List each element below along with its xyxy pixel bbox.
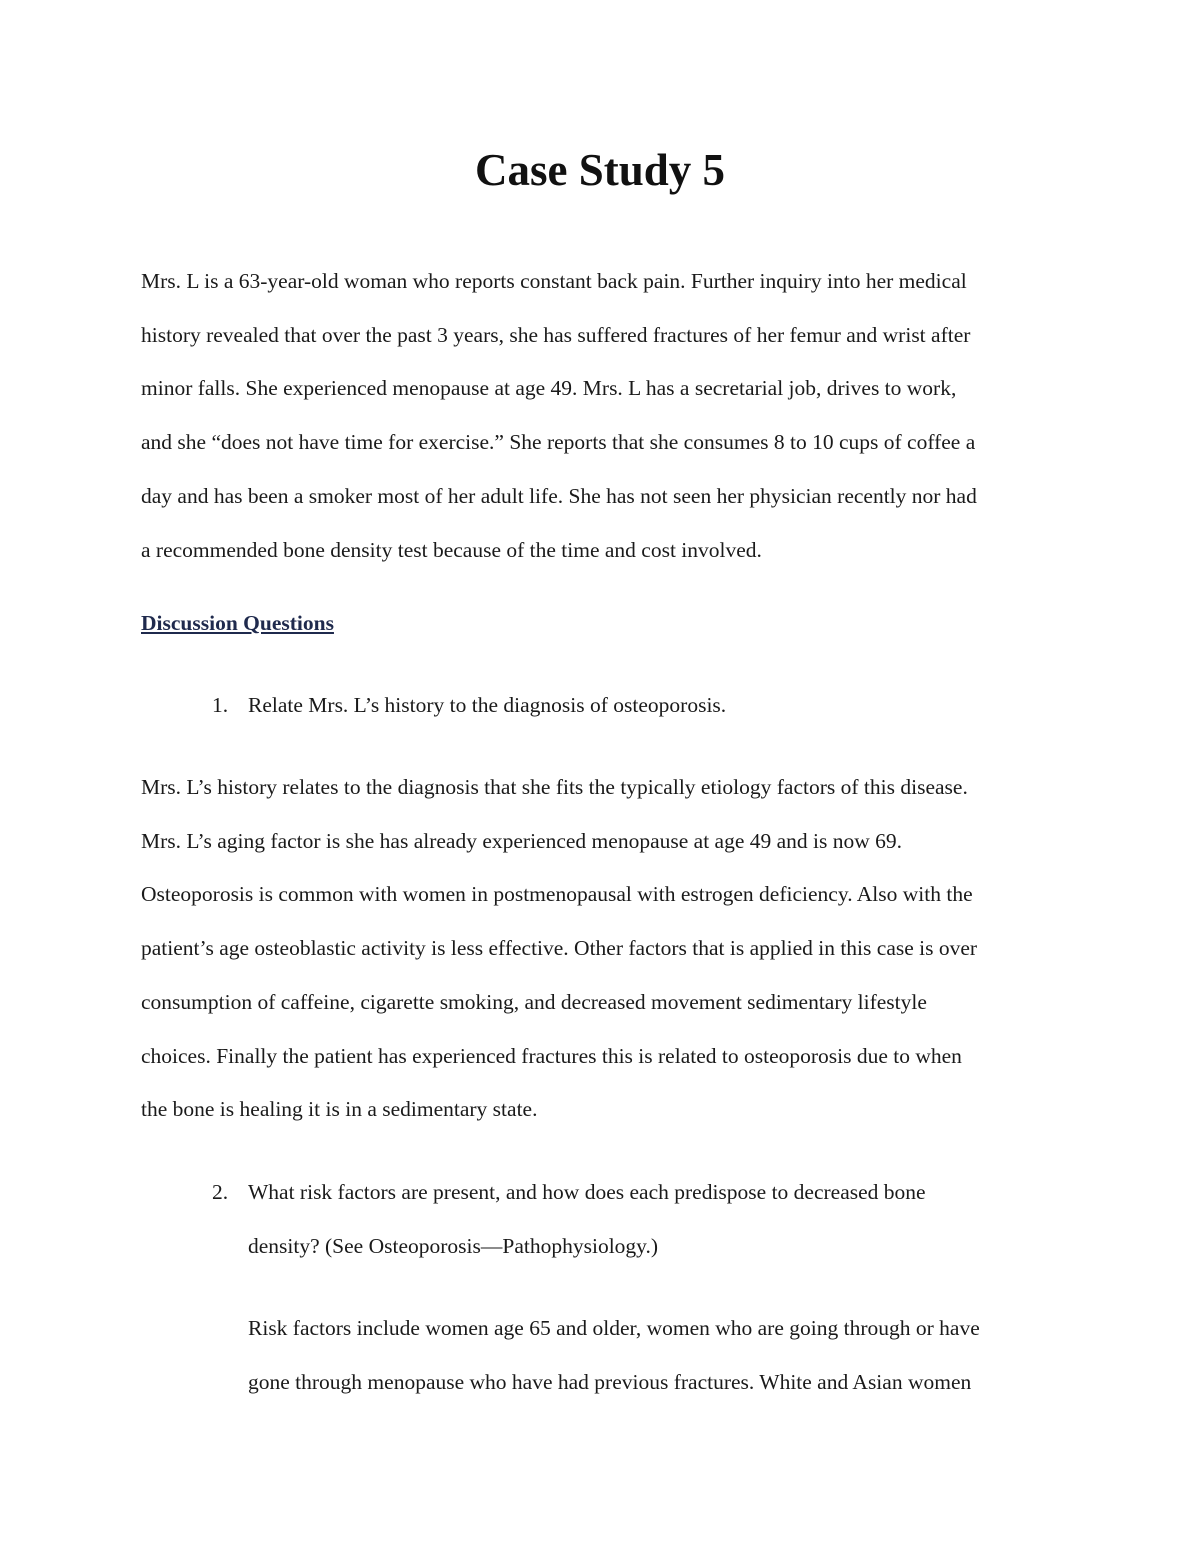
paragraph-line: history revealed that over the past 3 years, she has suffered fractures of her femur and wrist after	[141, 322, 971, 347]
paragraph-line: Risk factors include women age 65 and older, women who are going through or have	[248, 1316, 980, 1340]
paragraph-line: minor falls. She experienced menopause at age 49. Mrs. L has a secretarial job, drives to work,	[141, 376, 957, 401]
answer-paragraph	[141, 761, 1071, 1137]
paragraph-line: and she “does not have time for exercise.” She reports that she consumes 8 to 10 cups of coffee a	[141, 430, 976, 455]
paragraph-line: gone through menopause who have had previous fractures. White and Asian women	[248, 1369, 972, 1394]
paragraph-line: Mrs. L’s history relates to the diagnosis that she fits the typically etiology factors of this disease.	[141, 775, 968, 799]
paragraph-line: Mrs. L’s aging factor is she has already experienced menopause at age 49 and is now 69.	[141, 828, 903, 853]
answer-paragraph	[248, 1302, 1078, 1409]
question-line: What risk factors are present, and how does each predispose to decreased bone	[248, 1180, 926, 1204]
question-number: 1.	[212, 693, 229, 717]
question-item	[212, 679, 1072, 733]
paragraph-line: the bone is healing it is in a sedimentary state.	[141, 1097, 538, 1122]
paragraph-line: Osteoporosis is common with women in postmenopausal with estrogen deficiency. Also with the	[141, 882, 973, 907]
section-heading: Discussion Questions	[141, 611, 334, 635]
question-number: 2.	[212, 1180, 229, 1204]
paragraph-line: a recommended bone density test because of the time and cost involved.	[141, 537, 762, 562]
question-line: density? (See Osteoporosis—Pathophysiology.)	[248, 1233, 659, 1258]
page-title: Case Study 5	[474, 145, 726, 195]
question-line: Relate Mrs. L’s history to the diagnosis of osteoporosis.	[248, 693, 727, 717]
paragraph-line: patient’s age osteoblastic activity is less effective. Other factors that is applied in this case is over	[141, 936, 978, 961]
paragraph-line: choices. Finally the patient has experienced fractures this is related to osteoporosis due to when	[141, 1043, 962, 1068]
paragraph-line: day and has been a smoker most of her adult life. She has not seen her physician recently nor had	[141, 483, 977, 508]
case-description-paragraph	[141, 255, 1071, 577]
question-item	[212, 1166, 1072, 1273]
paragraph-line: Mrs. L is a 63-year-old woman who reports constant back pain. Further inquiry into her medical	[141, 269, 967, 293]
paragraph-line: consumption of caffeine, cigarette smoking, and decreased movement sedimentary lifestyle	[141, 989, 927, 1014]
